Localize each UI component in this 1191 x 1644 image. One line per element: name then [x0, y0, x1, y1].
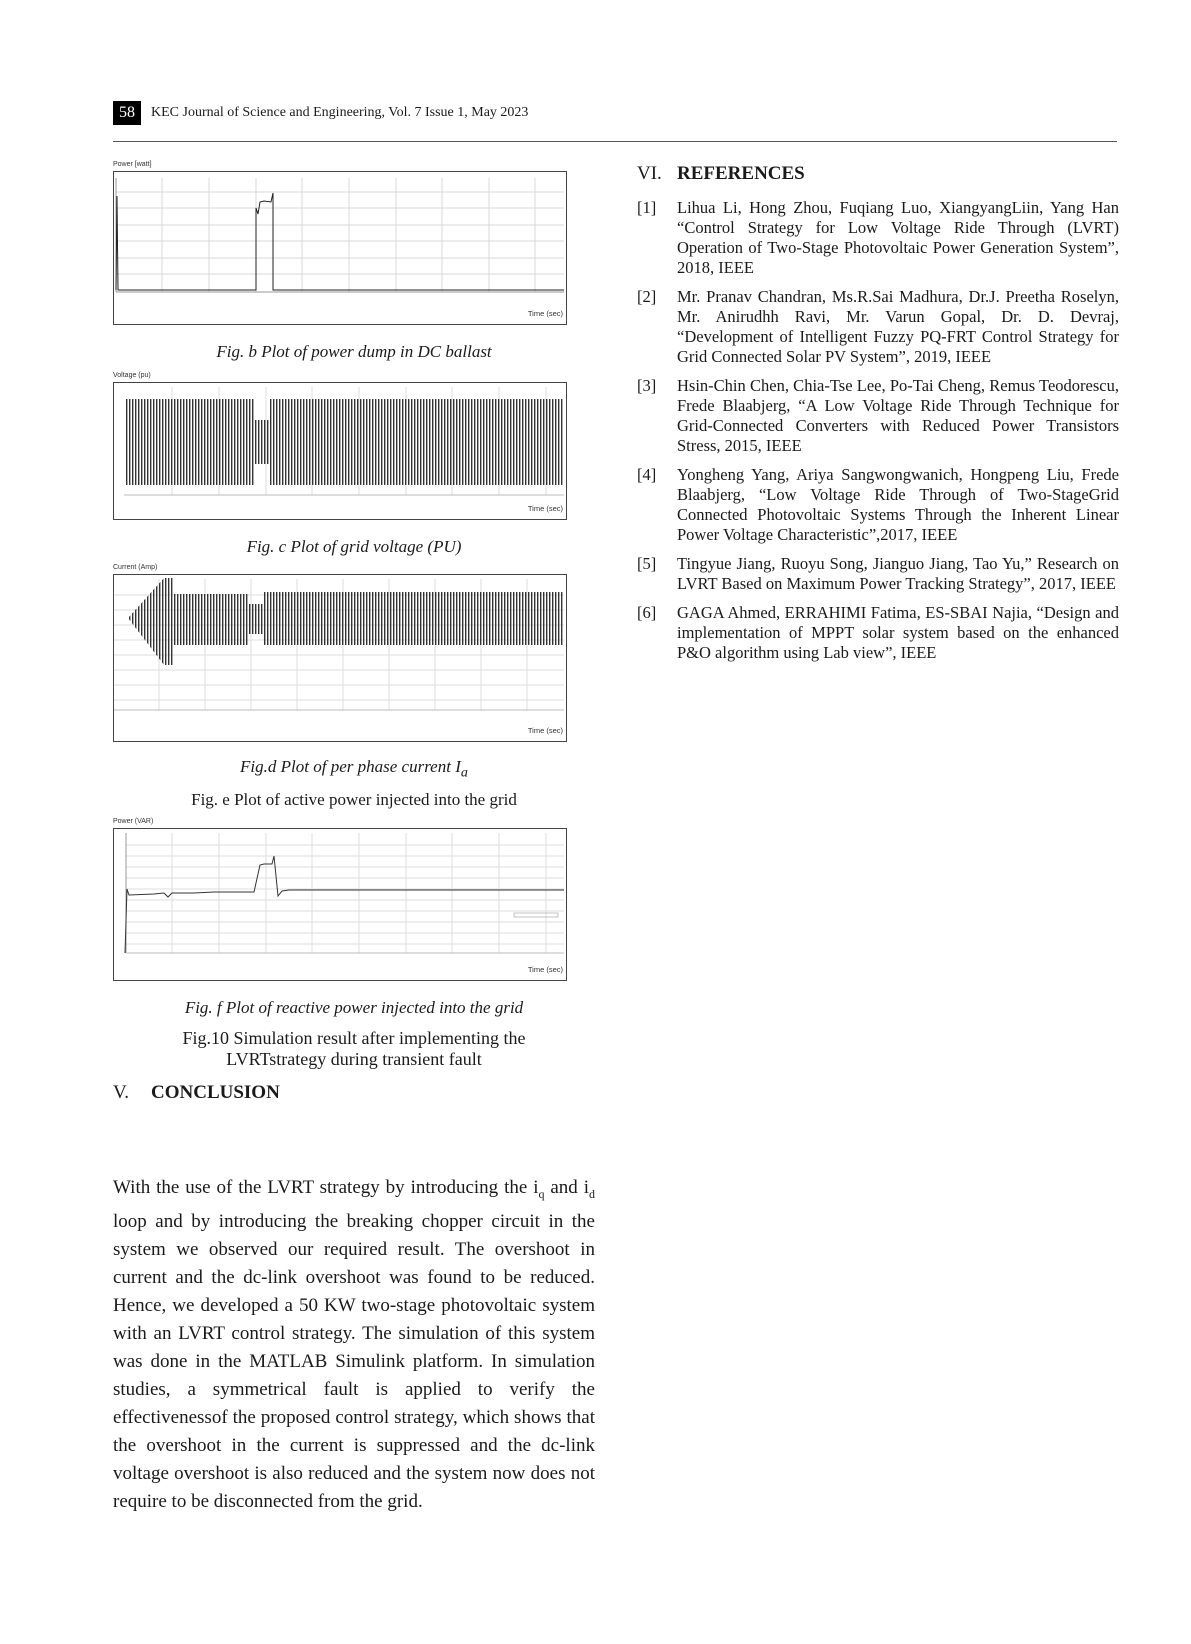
fig-d-plot	[113, 574, 567, 742]
fig-e-caption: Fig. e Plot of active power injected into the grid	[191, 790, 517, 809]
fig-c-caption: Fig. c Plot of grid voltage (PU)	[246, 537, 462, 556]
fig-d-ylabel: Current (Amp)	[113, 564, 158, 571]
header-rule	[113, 141, 1117, 142]
fig-d-chart	[114, 575, 566, 741]
fig-b-xlabel: Time (sec)	[527, 309, 563, 318]
fig-b-caption: Fig. b Plot of power dump in DC ballast	[216, 342, 492, 361]
fig-b-chart	[114, 172, 566, 324]
fig-d-xlabel: Time (sec)	[527, 726, 563, 735]
fig-c-xlabel: Time (sec)	[527, 504, 563, 513]
reference-item: [5] Tingyue Jiang, Ruoyu Song, Jianguo Jiang, Tao Yu,” Research on LVRT Based on Maximum Power Tracking Strategy”, 2017, IEEE	[637, 554, 1119, 593]
fig-f-chart	[114, 829, 566, 980]
reference-item: [6] GAGA Ahmed, ERRAHIMI Fatima, ES-SBAI Najia, “Design and implementation of MPPT solar system based on the enhanced P&O algorithm using Lab view”, IEEE	[637, 603, 1119, 662]
fig-10-caption: Fig.10 Simulation result after implementing the LVRTstrategy during transient fault	[182, 1028, 526, 1069]
fig-f-xlabel: Time (sec)	[527, 965, 563, 974]
reference-item: [3] Hsin-Chin Chen, Chia-Tse Lee, Po-Tai Cheng, Remus Teodorescu, Frede Blaabjerg, “A Low Voltage Ride Through Technique for Grid-Connected Converters with Reduced Power Transistors Stress, 2015, IEEE	[637, 376, 1119, 455]
fig-f-caption: Fig. f Plot of reactive power injected into the grid	[184, 998, 524, 1017]
journal-title: KEC Journal of Science and Engineering, Vol. 7 Issue 1, May 2023	[151, 105, 529, 120]
running-header	[113, 101, 528, 125]
page-number: 58	[113, 101, 141, 125]
references-list	[637, 198, 1119, 672]
reference-item: [2] Mr. Pranav Chandran, Ms.R.Sai Madhura, Dr.J. Preetha Roselyn, Mr. Anirudhh Ravi, Mr. Varun Gopal, Dr. D. Devraj, “Development of Intelligent Fuzzy PQ-FRT Control Strategy for Grid Connected Solar PV System”, 2019, IEEE	[637, 287, 1119, 366]
fig-b-ylabel: Power [watt]	[113, 161, 152, 168]
fig-c-plot	[113, 382, 567, 520]
conclusion-paragraph: With the use of the LVRT strategy by introducing the $i_q$ and $i_d$ loop and by introducing the breaking chopper circuit in the system we observed our required result. The overshoot in current and the dc-link overshoot was found to be reduced. Hence, we developed a 50 KW two-stage photovoltaic system with an LVRT control strategy. The simulation of this system was done in the MATLAB Simulink platform. In simulation studies, a symmetrical fault is applied to verify the effectivenessof the proposed control strategy, which shows that the overshoot in the current is suppressed and the dc-link voltage overshoot is also reduced and the system now does not require to be disconnected from the grid.	[113, 1177, 595, 1512]
references-heading: VI. REFERENCES	[637, 163, 805, 184]
reference-item: [1] Lihua Li, Hong Zhou, Fuqiang Luo, XiangyangLiin, Yang Han “Control Strategy for Low Voltage Ride Through (LVRT) Operation of Two-Stage Photovoltaic Power Generation System”, 2018, IEEE	[637, 198, 1119, 277]
fig-d-caption: Fig.d Plot of per phase current $I_a$	[240, 757, 468, 781]
fig-f-ylabel: Power (VAR)	[113, 818, 154, 825]
reference-item: [4] Yongheng Yang, Ariya Sangwongwanich, Hongpeng Liu, Frede Blaabjerg, “Low Voltage Ride Through of Two-StageGrid Connected Photovoltaic Systems Through the Inherent Linear Power Voltage Characteristic”,2017, IEEE	[637, 465, 1119, 544]
conclusion-heading: V. CONCLUSION	[113, 1082, 280, 1103]
fig-c-chart	[114, 383, 566, 519]
fig-c-ylabel: Voltage (pu)	[113, 372, 151, 379]
fig-b-plot	[113, 171, 567, 325]
fig-f-plot	[113, 828, 567, 981]
